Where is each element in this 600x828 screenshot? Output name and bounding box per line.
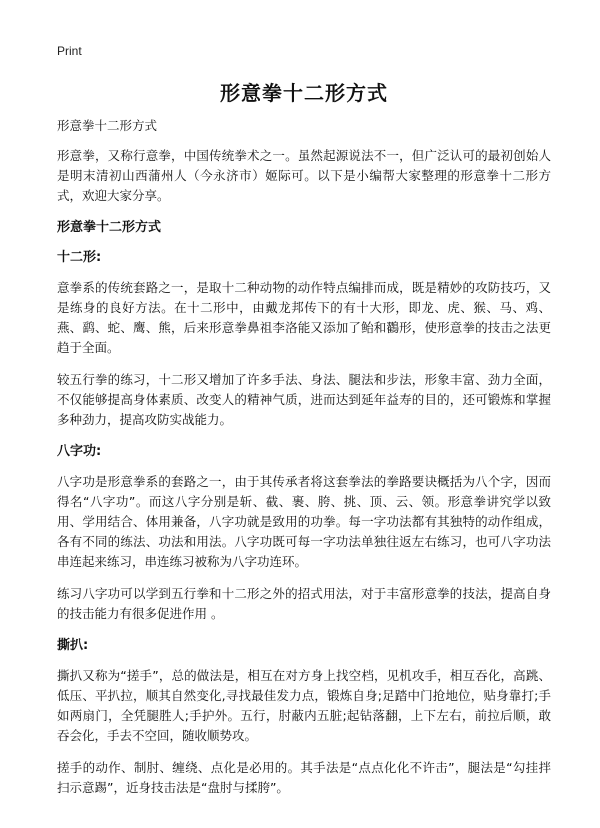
section-heading-twelve-forms: 十二形: xyxy=(57,250,102,265)
paragraph-eight-character-1: 八字功是形意拳系的套路之一，由于其传承者将这套拳法的拳路要诀概括为八个字，因而得名“八字功”。而这八字分别是斩、截、裹、胯、挑、顶、云、领。形意拳讲究学以致用、学用结合、体用兼备，八字功就是致用的功拳。每一字功法都有其独特的动作组成，各有不同的练法、功法和用法。八字功既可每一字功法单独往返左右练习，也可八字功法串连起来练习，串连练习被称为八字功连环。 xyxy=(57,474,551,569)
paragraph-eight-character-2: 练习八字功可以学到五行拳和十二形之外的招式用法，对于丰富形意拳的技法，提高自身的技击能力有很多促进作用 。 xyxy=(57,586,551,621)
article-subtitle: 形意拳十二形方式 xyxy=(57,118,158,133)
section-twelve-forms xyxy=(57,248,551,430)
paragraph-twelve-forms-1: 意拳系的传统套路之一，是取十二种动物的动作特点编排而成，既是精妙的攻防技巧，又是练身的良好方法。在十二形中，由戴龙邦传下的有十大形，即龙、虎、猴、马、鸡、燕、鹞、蛇、鹰、熊，后来形意拳鼻祖李洛能又添加了鲐和鸐形，使形意拳的技击之法更趋于全面。 xyxy=(57,280,551,355)
section-sipa xyxy=(57,636,551,798)
page-title: 形意拳十二形方式 xyxy=(220,81,388,105)
section-heading-eight-character: 八字功: xyxy=(57,444,102,459)
section-eight-character xyxy=(57,442,551,624)
section-heading-sipa: 撕扒: xyxy=(57,638,89,653)
section-heading-main: 形意拳十二形方式 xyxy=(57,220,162,235)
print-link[interactable]: Print xyxy=(57,44,82,58)
paragraph-sipa-2: 搓手的动作、制肘、缠绕、点化是必用的。其手法是“点点化化不许击”，腿法是“勾挂拌扫示意踢”，近身技击法是“盘肘与揉胯”。 xyxy=(57,760,551,795)
paragraph-twelve-forms-2: 较五行拳的练习，十二形又增加了许多手法、身法、腿法和步法，形象丰富、劲力全面，不仅能够提高身体素质、改变人的精神气质，进而达到延年益寿的目的，还可锻炼和掌握多种劲力，提高攻防实战能力。 xyxy=(57,372,551,427)
article-page xyxy=(57,44,551,810)
intro-paragraph: 形意拳，又称行意拳，中国传统拳术之一。虽然起源说法不一，但广泛认可的最初创始人是明末清初山西蒲州人（今永济市）姬际可。以下是小编帮大家整理的形意拳十二形方式，欢迎大家分享。 xyxy=(57,148,551,203)
paragraph-sipa-1: 撕扒又称为“搓手”，总的做法是，相互在对方身上找空档，见机攻手，相互吞化，高跳、低压、平扒拉，顺其自然变化,寻找最佳发力点，锻炼自身;足踏中门抢地位，贴身靠打;手如两扇门，全凭腿胜人;手护外。五行，肘蔽内五脏;起钻落翻，上下左右，前拉后顺，敢吞会化，手去不空回，随收顺势攻。 xyxy=(57,668,551,743)
